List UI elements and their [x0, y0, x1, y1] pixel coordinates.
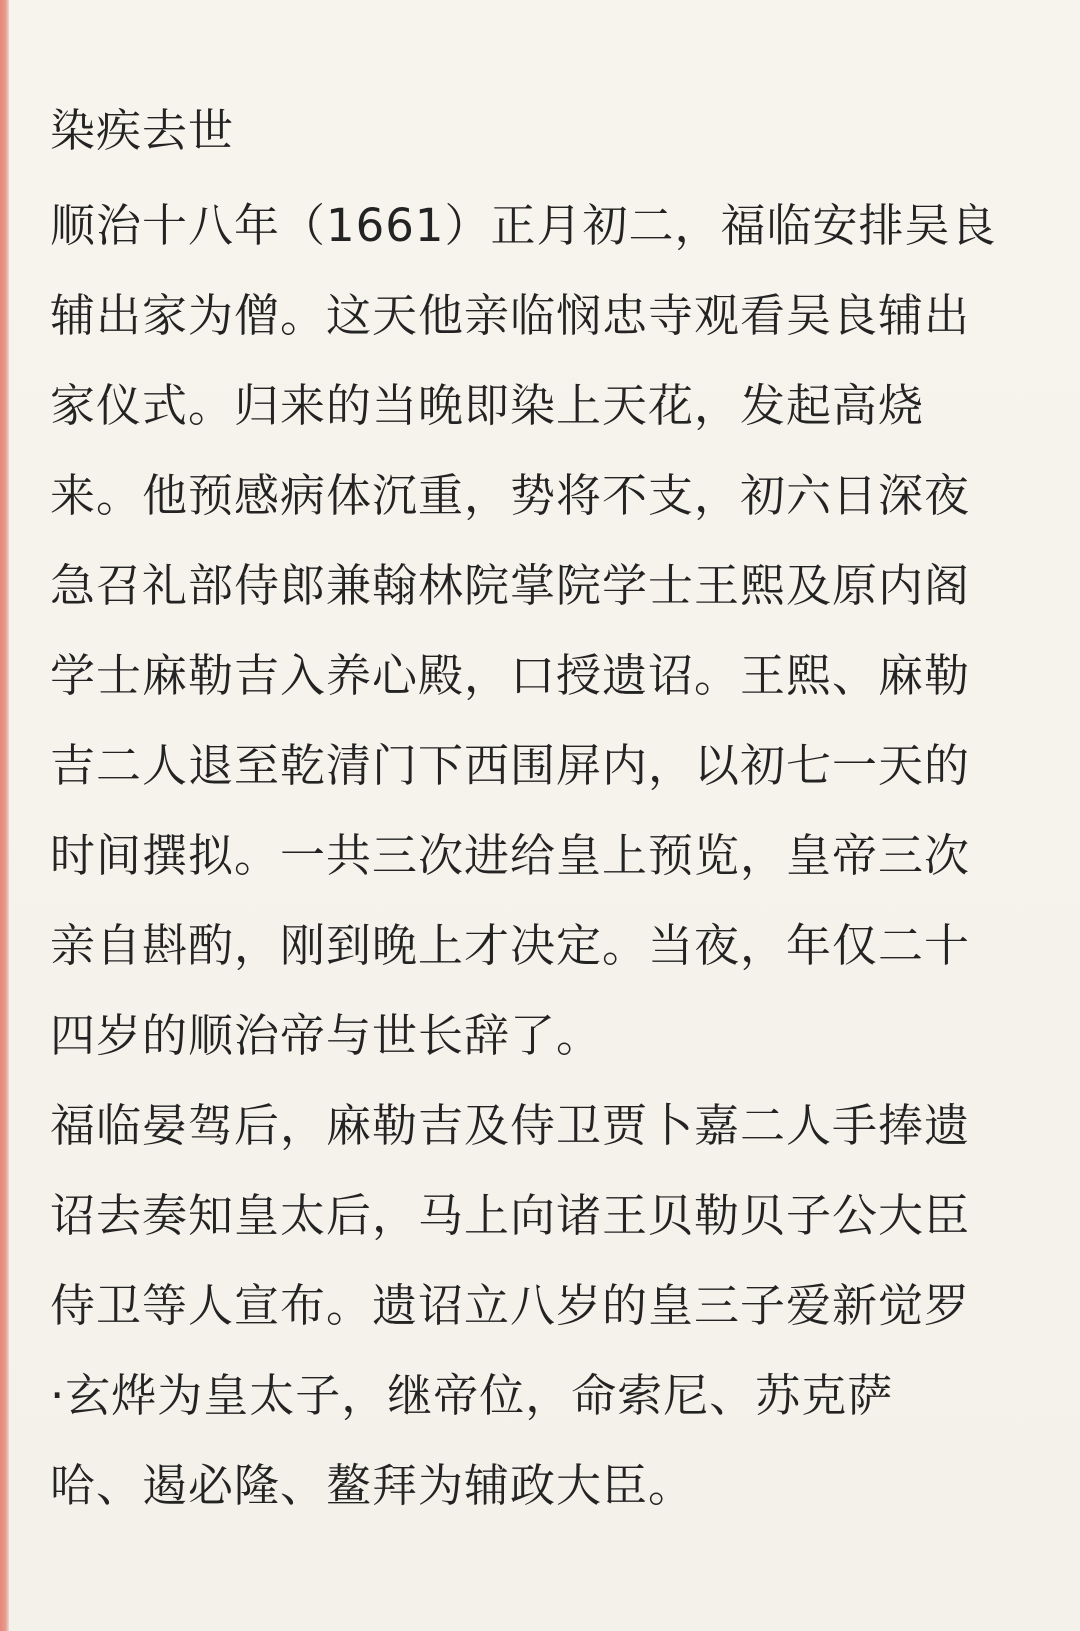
paragraph-line: 吉二人退至乾清门下西围屏内，以初七一天的 [50, 739, 971, 792]
paragraph-line: 家仪式。归来的当晚即染上天花，发起高烧 [50, 379, 925, 432]
paragraph-line: 哈、遏必隆、鳌拜为辅政大臣。 [50, 1459, 695, 1512]
paragraph-line: 时间撰拟。一共三次进给皇上预览，皇帝三次 [50, 829, 971, 882]
paragraph-line: 辅出家为僧。这天他亲临悯忠寺观看吴良辅出 [50, 289, 971, 342]
paragraph-line: 急召礼部侍郎兼翰林院掌院学士王熙及原内阁 [50, 559, 971, 612]
paragraph-line: 学士麻勒吉入养心殿，口授遗诏。王熙、麻勒 [50, 649, 971, 702]
red-margin-rule [0, 0, 9, 1631]
paragraph-line: 顺治十八年（1661）正月初二，福临安排吴良 [50, 199, 997, 252]
paragraph-line: 诏去奏知皇太后，马上向诸王贝勒贝子公大臣 [50, 1189, 971, 1242]
paragraph-line: 四岁的顺治帝与世长辞了。 [50, 1009, 603, 1062]
paragraph-line: 福临晏驾后，麻勒吉及侍卫贾卜嘉二人手捧遗 [50, 1099, 971, 1152]
paragraph-line: 来。他预感病体沉重，势将不支，初六日深夜 [50, 469, 971, 522]
paragraph-line: 亲自斟酌，刚到晚上才决定。当夜，年仅二十 [50, 919, 971, 972]
paragraph-line: ·玄烨为皇太子，继帝位，命索尼、苏克萨 [50, 1369, 894, 1422]
section-heading: 染疾去世 [50, 104, 235, 157]
article-body [50, 86, 1060, 1531]
paragraph-line: 侍卫等人宣布。遗诏立八岁的皇三子爱新觉罗 [50, 1279, 971, 1332]
